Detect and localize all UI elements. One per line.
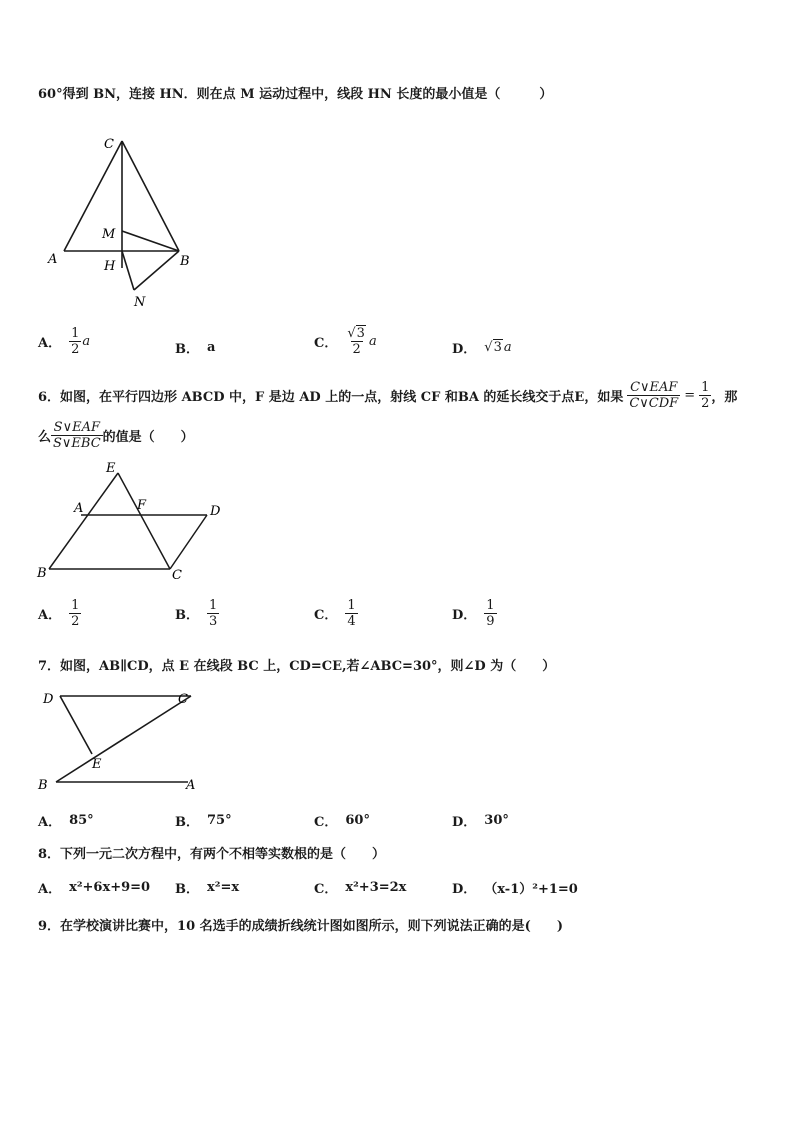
- option-label: A．: [38, 882, 62, 897]
- q6-label-F: F: [137, 498, 147, 513]
- q6-stem-line-2: [38, 420, 194, 451]
- q6-given-ratio: [627, 380, 680, 411]
- option-text: 30°: [484, 813, 509, 828]
- q6-stem-prefix: 么: [38, 430, 52, 445]
- option-text: x²=x: [207, 880, 240, 895]
- q8-option-d: [452, 878, 578, 897]
- fraction-numerator: 1: [209, 598, 218, 613]
- option-text: 75°: [207, 813, 232, 828]
- variable: a: [82, 334, 91, 349]
- fraction-denominator: S∨EBC: [53, 436, 101, 451]
- fraction-denominator: 2: [352, 342, 361, 357]
- q6-stem-suffix: 的值是（ ）: [102, 430, 194, 445]
- equals-sign: =: [684, 388, 696, 403]
- fraction-denominator: C∨CDF: [629, 396, 679, 411]
- option-label: C．: [314, 815, 338, 830]
- q5-label-N: N: [134, 295, 146, 310]
- fraction-numerator: 1: [71, 598, 80, 613]
- option-label: A．: [38, 336, 62, 351]
- q5-label-H: H: [104, 259, 116, 274]
- q6-label-B: B: [37, 566, 47, 581]
- q5-option-b: [175, 338, 215, 357]
- option-label: A．: [38, 815, 62, 830]
- q5-option-c: [314, 326, 377, 357]
- q5-label-A: A: [48, 252, 58, 267]
- option-text: （x-1）²+1=0: [484, 882, 578, 897]
- fraction-denominator: 2: [71, 614, 80, 629]
- option-label: B．: [175, 882, 199, 897]
- q7-label-B: B: [38, 778, 48, 793]
- q8-option-b: [175, 878, 239, 897]
- fraction: [207, 598, 219, 629]
- q7-figure: [36, 686, 211, 800]
- q6-label-A: A: [74, 501, 84, 516]
- option-label: C．: [314, 608, 338, 623]
- q6-option-c: [314, 598, 358, 629]
- option-text: 60°: [345, 813, 370, 828]
- q5-option-a: [38, 326, 90, 357]
- option-label: D．: [452, 882, 477, 897]
- fraction-denominator: 2: [71, 342, 80, 357]
- q7-option-a: [38, 811, 94, 830]
- fraction-numerator: C∨EAF: [630, 380, 678, 395]
- option-label: D．: [452, 815, 477, 830]
- q6-asked-ratio: [51, 420, 103, 451]
- q6-option-a: [38, 598, 81, 629]
- option-label: B．: [175, 815, 199, 830]
- fraction-numerator: 1: [486, 598, 495, 613]
- fraction-denominator: 2: [701, 396, 710, 411]
- q5-label-B: B: [180, 254, 190, 269]
- fraction: [69, 326, 81, 357]
- variable: a: [503, 340, 512, 355]
- q5-figure: [44, 128, 204, 317]
- q6-stem-text-end: ，那: [711, 390, 738, 405]
- q5-label-M: M: [102, 227, 116, 242]
- q6-label-C: C: [172, 568, 182, 583]
- q7-option-c: [314, 811, 370, 830]
- sqrt-expression: √3: [484, 340, 502, 355]
- option-label: B．: [175, 342, 199, 357]
- fraction-denominator: 3: [209, 614, 218, 629]
- option-text: x²+6x+9=0: [69, 880, 151, 895]
- q7-option-b: [175, 811, 232, 830]
- option-text: 85°: [69, 813, 94, 828]
- sqrt-expression: √3: [347, 326, 365, 341]
- fraction-denominator: 9: [486, 614, 495, 629]
- fraction-denominator: 4: [347, 614, 356, 629]
- q7-label-C: C: [178, 692, 188, 707]
- q9-stem: 9．在学校演讲比赛中，10 名选手的成绩折线统计图如图所示，则下列说法正确的是( ): [38, 919, 563, 934]
- fraction-numerator: 1: [71, 326, 80, 341]
- variable: a: [368, 334, 377, 349]
- q8-option-c: [314, 878, 406, 897]
- q5-label-C: C: [104, 137, 114, 152]
- fraction-numerator: S∨EAF: [53, 420, 100, 435]
- fraction: [69, 598, 81, 629]
- q6-option-d: [452, 598, 497, 629]
- q6-figure: [34, 458, 229, 587]
- q7-label-E: E: [92, 757, 102, 772]
- q6-option-b: [175, 598, 219, 629]
- radicand: 3: [493, 340, 502, 355]
- option-text: x²+3=2x: [345, 880, 407, 895]
- option-label: D．: [452, 608, 477, 623]
- q7-label-D: D: [43, 692, 54, 707]
- fraction: [484, 598, 496, 629]
- q8-option-a: [38, 878, 150, 897]
- option-label: C．: [314, 336, 338, 351]
- q6-label-D: D: [210, 504, 221, 519]
- option-label: C．: [314, 882, 338, 897]
- fraction-numerator: 1: [701, 380, 710, 395]
- option-text: a: [207, 340, 216, 355]
- fraction: [345, 598, 357, 629]
- q5-option-d: [452, 338, 512, 357]
- q7-stem: 7．如图，AB∥CD，点 E 在线段 BC 上，CD=CE,若∠ABC=30°，则∠D 为（ ）: [38, 659, 556, 674]
- q5-stem: 60°得到 BN，连接 HN．则在点 M 运动过程中，线段 HN 长度的最小值是（ ）: [38, 87, 553, 102]
- q8-stem: 8．下列一元二次方程中，有两个不相等实数根的是（ ）: [38, 847, 386, 862]
- q6-label-E: E: [106, 461, 116, 476]
- option-label: A．: [38, 608, 62, 623]
- q7-option-d: [452, 811, 509, 830]
- option-label: D．: [452, 342, 477, 357]
- fraction: [345, 326, 368, 357]
- radicand: 3: [356, 326, 365, 341]
- fraction-numerator: 1: [347, 598, 356, 613]
- q6-stem-line-1: [38, 380, 737, 411]
- q6-given-value: [699, 380, 711, 411]
- q7-label-A: A: [186, 778, 196, 793]
- option-label: B．: [175, 608, 199, 623]
- q6-stem-text: 6．如图，在平行四边形 ABCD 中，F 是边 AD 上的一点，射线 CF 和BA 的延长线交于点E，如果: [38, 390, 624, 405]
